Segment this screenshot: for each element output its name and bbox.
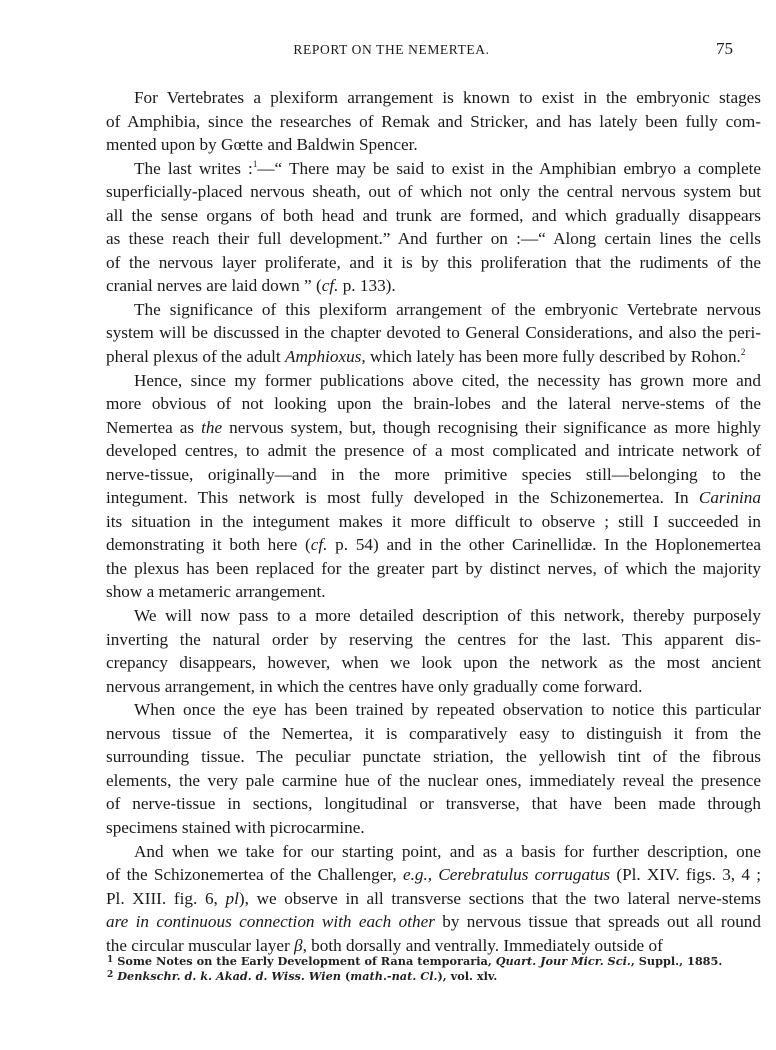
text-run: of nerve-tissue in sections, longitudinal or transverse, that have been made through: [106, 794, 761, 814]
page-number: 75: [716, 39, 733, 58]
text-line: [50, 486, 761, 510]
footnote-reference[interactable]: 1: [252, 158, 258, 169]
text-run: nervous system, but, though recognising their significance as more highly: [222, 417, 761, 437]
italic-text: cf.: [321, 276, 339, 296]
text-run: which lately has been more fully described by Rohon.: [365, 347, 741, 367]
text-run: pheral plexus of the adult: [106, 347, 285, 367]
italic-text: are in continuous connection with each other: [106, 912, 435, 932]
text-run: specimens stained with picrocarmine.: [106, 817, 365, 837]
italic-text: Quart. Jour Micr. Sci.: [495, 954, 631, 968]
paragraph: [50, 298, 761, 369]
text-run: When once the eye has been trained by repeated observation to notice this particular: [134, 700, 761, 720]
paragraph: [50, 86, 761, 157]
text-run: nervous tissue of the Nemertea, it is comparatively easy to distinguish it from the: [106, 723, 761, 743]
text-run: as these reach their full development.” And further on :—“ Along certain lines the cells: [106, 229, 761, 249]
text-run: superficially-placed nervous sheath, out of which not only the central nervous system but: [106, 182, 761, 202]
text-line: [50, 722, 761, 746]
text-run: mented upon by Gœtte and Baldwin Spencer.: [106, 135, 418, 155]
footnote: [107, 969, 707, 984]
text-line: [50, 227, 761, 251]
text-run: Nemertea as: [106, 417, 202, 437]
text-run: Hence, since my former publications above cited, the necessity has grown more and: [134, 370, 761, 390]
text-line: [50, 416, 761, 440]
footnote-number: 2: [107, 969, 114, 980]
text-run: elements, the very pale carmine hue of the nuclear ones, immediately reveal the presence: [106, 770, 761, 790]
paragraph: [50, 840, 761, 958]
text-run: by nervous tissue that spreads out all round: [434, 912, 761, 932]
text-line: [50, 133, 733, 157]
italic-text: Amphioxus,: [284, 347, 366, 367]
text-line: [50, 392, 761, 416]
text-run: nerve-tissue, originally—and in the more primitive species still—belonging to the: [106, 464, 761, 484]
footnotes: [107, 954, 723, 983]
text-line: [50, 698, 761, 722]
text-run: developed centres, to admit the presence of a most complicated and intricate network of: [106, 441, 761, 461]
text-line: [50, 863, 761, 887]
text-line: [50, 580, 733, 604]
footnote-reference[interactable]: 2: [740, 347, 746, 358]
text-run: system will be discussed in the chapter devoted to General Considerations, and also the peri-: [106, 323, 761, 343]
text-run: We will now pass to a more detailed description of this network, thereby purposely: [134, 606, 761, 626]
text-run: p. 54) and in the other Carinellidæ. In the Hoplonemertea: [327, 535, 761, 555]
text-run: surrounding tissue. The peculiar punctate striation, the yellowish tint of the fibrous: [106, 747, 761, 767]
text-line: [50, 251, 761, 275]
italic-text: the: [201, 417, 223, 437]
text-run: of Amphibia, since the researches of Remak and Stricker, and has lately been fully com-: [106, 111, 761, 131]
italic-text: pl: [225, 888, 239, 908]
text-run: show a metameric arrangement.: [106, 582, 326, 602]
text-line: [50, 439, 761, 463]
italic-text: e.g., Cerebratulus corrugatus: [402, 865, 611, 885]
italic-text: cf.: [310, 535, 328, 555]
text-line: [50, 557, 761, 581]
text-run: p. 133).: [338, 276, 396, 296]
paragraph: [50, 604, 761, 698]
text-run: integument. This network is most fully developed in the Schizonemertea. In: [106, 488, 699, 508]
text-run: For Vertebrates a plexiform arrangement is known to exist in the embryonic stages: [134, 88, 761, 107]
text-run: crepancy disappears, however, when we look upon the network as the most ancient: [106, 653, 761, 673]
italic-text: math.-nat. Cl.: [350, 968, 438, 983]
text-run: The significance of this plexiform arrangement of the embryonic Vertebrate nervous: [134, 299, 761, 319]
text-line: [50, 204, 761, 228]
paragraph: [50, 369, 761, 604]
text-run: And when we take for our starting point, and as a basis for further description, one: [134, 841, 761, 861]
text-line: [50, 369, 761, 393]
text-run: the plexus has been replaced for the greater part by distinct nerves, of which the majority: [106, 558, 761, 578]
text-run: The last writes :: [134, 158, 253, 178]
text-line: [50, 533, 761, 557]
text-line: [50, 604, 761, 628]
text-line: [50, 745, 761, 769]
text-line: [50, 157, 761, 181]
text-line: [50, 887, 761, 911]
text-line: [50, 510, 761, 534]
text-run: —“ There may be said to exist in the Amphibian embryo a complete: [257, 158, 761, 178]
text-line: [50, 628, 761, 652]
text-run: nervous arrangement, in which the centres have only gradually come forward.: [106, 676, 643, 696]
paragraph: [50, 698, 761, 839]
text-run: , both dorsally and ventrally. Immediately outside of: [302, 935, 663, 955]
text-run: of the nervous layer proliferate, and it is by this proliferation that the rudiments of the: [106, 252, 761, 272]
text-run: all the sense organs of both head and trunk are formed, and which gradually disappears: [106, 205, 761, 225]
text-line: [50, 769, 761, 793]
text-line: [50, 298, 761, 322]
text-run: the circular muscular layer: [106, 935, 295, 955]
text-line: [50, 86, 761, 110]
text-run: ), vol. xlv.: [437, 968, 498, 983]
text-run: inverting the natural order by reserving the centres for the last. This apparent dis-: [106, 629, 761, 649]
text-run: , Suppl., 1885.: [630, 954, 723, 968]
text-run: of the Schizonemertea of the Challenger,: [106, 865, 403, 885]
text-line: [50, 463, 761, 487]
text-line: [50, 792, 761, 816]
text-line: [50, 321, 761, 345]
text-line: [50, 816, 733, 840]
text-line: [50, 651, 761, 675]
text-run: its situation in the integument makes it more difficult to observe ; still I succeeded in: [106, 511, 761, 531]
footnote-number: 1: [107, 955, 114, 965]
text-line: [50, 274, 733, 298]
text-run: (: [340, 968, 351, 983]
text-line: [50, 110, 761, 134]
text-run: ), we observe in all transverse sections that the two lateral nerve-stems: [238, 888, 761, 908]
text-run: cranial nerves are laid down ” (: [106, 276, 322, 296]
italic-text: Denkschr. d. k. Akad. d. Wiss. Wien: [117, 968, 341, 983]
footnote: [107, 954, 723, 969]
text-run: (Pl. XIV. figs. 3, 4 ;: [610, 865, 761, 885]
running-head-title: REPORT ON THE NEMERTEA.: [293, 42, 490, 57]
text-run: more obvious of not looking upon the brain-lobes and the lateral nerve-stems of the: [106, 394, 761, 414]
paragraph: [50, 157, 761, 298]
text-line: [50, 345, 746, 369]
running-head: [50, 39, 733, 62]
text-line: [50, 180, 761, 204]
text-run: demonstrating it both here (: [106, 535, 311, 555]
text-line: [50, 910, 761, 934]
text-line: [50, 840, 761, 864]
italic-text: Carinina: [698, 488, 761, 508]
body-text: [50, 86, 761, 957]
text-line: [50, 675, 733, 699]
text-run: Pl. XIII. fig. 6,: [106, 888, 226, 908]
text-run: Some Notes on the Early Development of Rana temporaria,: [117, 954, 496, 968]
italic-text: β: [294, 935, 303, 955]
